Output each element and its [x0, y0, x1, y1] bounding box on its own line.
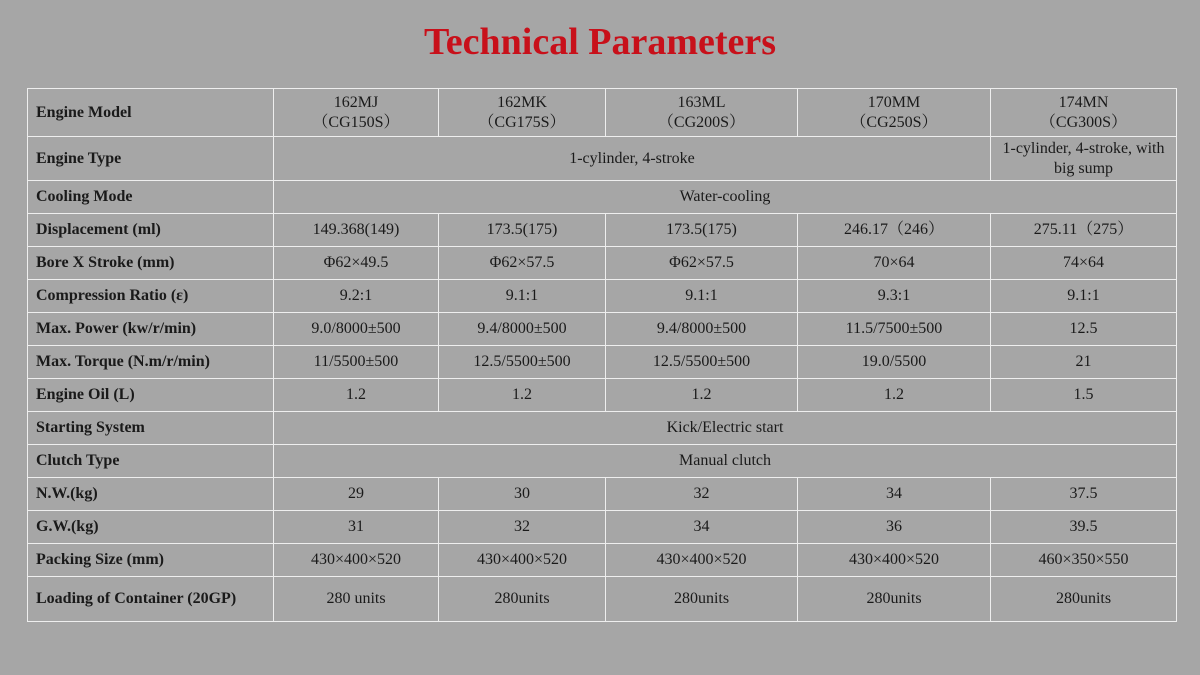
- table-cell: 173.5(175): [606, 214, 798, 247]
- table-cell: 430×400×520: [606, 544, 798, 577]
- model-cell: [439, 89, 606, 137]
- technical-parameters-table: [27, 88, 1177, 622]
- model-alias: （CG250S）: [850, 113, 938, 131]
- row-label: Engine Type: [28, 137, 274, 181]
- row-bore-stroke: [28, 247, 1177, 280]
- table-cell: 246.17（246）: [798, 214, 991, 247]
- table-cell: 21: [991, 346, 1177, 379]
- table-cell: 1.2: [274, 379, 439, 412]
- table-cell: 430×400×520: [798, 544, 991, 577]
- row-label: Engine Model: [28, 89, 274, 137]
- row-net-weight: [28, 478, 1177, 511]
- table-cell: 9.0/8000±500: [274, 313, 439, 346]
- row-label: Displacement (ml): [28, 214, 274, 247]
- row-label: Starting System: [28, 412, 274, 445]
- table-cell: 280units: [798, 577, 991, 622]
- row-label: Bore X Stroke (mm): [28, 247, 274, 280]
- table-cell: 32: [439, 511, 606, 544]
- table-cell: 275.11（275）: [991, 214, 1177, 247]
- table-cell: 29: [274, 478, 439, 511]
- row-engine-model: [28, 89, 1177, 137]
- row-clutch-type: [28, 445, 1177, 478]
- model-code: 162MJ: [333, 93, 379, 111]
- table-cell: 37.5: [991, 478, 1177, 511]
- engine-type-last: 1-cylinder, 4-stroke, with big sump: [991, 137, 1177, 181]
- model-cell: [798, 89, 991, 137]
- table-cell: 280units: [606, 577, 798, 622]
- row-max-power: [28, 313, 1177, 346]
- row-label: Loading of Container (20GP): [28, 577, 274, 622]
- model-alias: （CG175S）: [478, 113, 566, 131]
- row-label: Cooling Mode: [28, 181, 274, 214]
- model-cell: [991, 89, 1177, 137]
- table-cell: 430×400×520: [439, 544, 606, 577]
- row-label: G.W.(kg): [28, 511, 274, 544]
- engine-type-common: 1-cylinder, 4-stroke: [274, 137, 991, 181]
- model-alias: （CG200S）: [657, 113, 746, 131]
- row-gross-weight: [28, 511, 1177, 544]
- row-label: Compression Ratio (ε): [28, 280, 274, 313]
- table-cell: 9.1:1: [606, 280, 798, 313]
- table-cell: 9.4/8000±500: [606, 313, 798, 346]
- model-code: 163ML: [677, 93, 726, 111]
- table-cell: 11/5500±500: [274, 346, 439, 379]
- row-displacement: [28, 214, 1177, 247]
- row-label: Engine Oil (L): [28, 379, 274, 412]
- row-label: Packing Size (mm): [28, 544, 274, 577]
- table-cell: 70×64: [798, 247, 991, 280]
- table-cell: 280units: [991, 577, 1177, 622]
- table-cell: 430×400×520: [274, 544, 439, 577]
- table-cell: 9.1:1: [991, 280, 1177, 313]
- table-cell: 1.2: [439, 379, 606, 412]
- table-cell: 280 units: [274, 577, 439, 622]
- page-title: Technical Parameters: [423, 21, 777, 63]
- clutch-type-value: Manual clutch: [274, 445, 1177, 478]
- row-label: Max. Torque (N.m/r/min): [28, 346, 274, 379]
- table-cell: 9.3:1: [798, 280, 991, 313]
- model-alias: （CG300S）: [1039, 113, 1128, 131]
- table-cell: 460×350×550: [991, 544, 1177, 577]
- table-cell: 280units: [439, 577, 606, 622]
- row-starting-system: [28, 412, 1177, 445]
- row-engine-oil: [28, 379, 1177, 412]
- table-cell: 1.5: [991, 379, 1177, 412]
- row-cooling-mode: [28, 181, 1177, 214]
- table-cell: 34: [606, 511, 798, 544]
- table-cell: 19.0/5500: [798, 346, 991, 379]
- table-cell: 9.1:1: [439, 280, 606, 313]
- table-cell: Φ62×57.5: [439, 247, 606, 280]
- table-cell: Φ62×49.5: [274, 247, 439, 280]
- table-cell: 1.2: [798, 379, 991, 412]
- row-max-torque: [28, 346, 1177, 379]
- model-code: 174MN: [1058, 93, 1109, 111]
- model-cell: [274, 89, 439, 137]
- table-cell: 12.5/5500±500: [439, 346, 606, 379]
- row-label: N.W.(kg): [28, 478, 274, 511]
- table-cell: Φ62×57.5: [606, 247, 798, 280]
- model-code: 170MM: [867, 93, 921, 111]
- table-cell: 149.368(149): [274, 214, 439, 247]
- table-cell: 30: [439, 478, 606, 511]
- cooling-mode-value: Water-cooling: [274, 181, 1177, 214]
- table-cell: 39.5: [991, 511, 1177, 544]
- row-label: Max. Power (kw/r/min): [28, 313, 274, 346]
- table-cell: 74×64: [991, 247, 1177, 280]
- table-cell: 9.2:1: [274, 280, 439, 313]
- table-cell: 32: [606, 478, 798, 511]
- table-cell: 9.4/8000±500: [439, 313, 606, 346]
- row-label: Clutch Type: [28, 445, 274, 478]
- table-cell: 173.5(175): [439, 214, 606, 247]
- table-cell: 12.5: [991, 313, 1177, 346]
- table-cell: 1.2: [606, 379, 798, 412]
- model-alias: （CG150S）: [312, 113, 400, 131]
- model-code: 162MK: [497, 93, 547, 111]
- table-cell: 31: [274, 511, 439, 544]
- row-packing-size: [28, 544, 1177, 577]
- row-engine-type: [28, 137, 1177, 181]
- table-cell: 36: [798, 511, 991, 544]
- row-container-loading: [28, 577, 1177, 622]
- row-compression-ratio: [28, 280, 1177, 313]
- table-cell: 11.5/7500±500: [798, 313, 991, 346]
- model-cell: [606, 89, 798, 137]
- table-cell: 12.5/5500±500: [606, 346, 798, 379]
- table-cell: 34: [798, 478, 991, 511]
- starting-system-value: Kick/Electric start: [274, 412, 1177, 445]
